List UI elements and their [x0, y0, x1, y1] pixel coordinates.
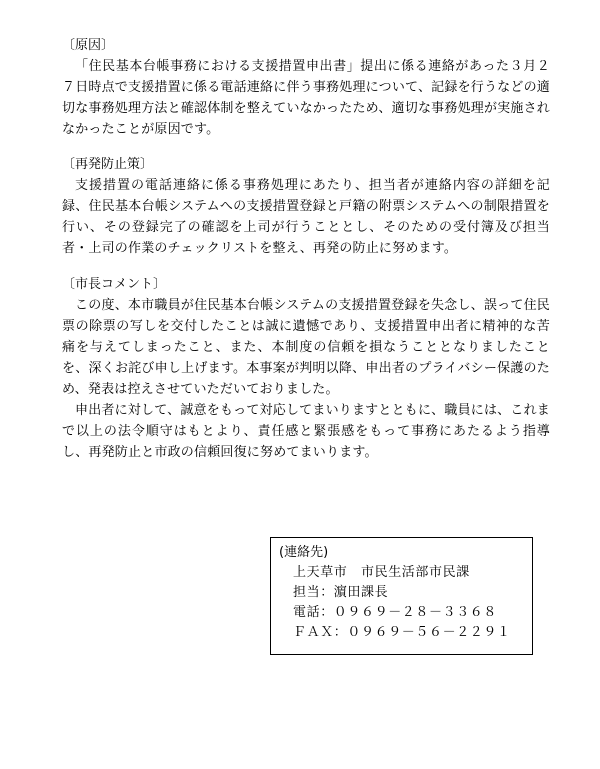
contact-title: (連絡先) — [279, 545, 329, 560]
mayor-comment-paragraph-2: 申出者に対して、誠意をもって対応してまいりますとともに、職員には、これまで以上の法令順守はもとより、責任感と緊張感をもって事務にあたるよう指導し、再発防止と市政の信頼回復に努めてまいります。 — [62, 403, 550, 460]
mayor-comment-paragraph-1: この度、本市職員が住民基本台帳システムの支援措置登録を失念し、誤って住民票の除票の写しを交付したことは誠に遺憾であり、支援措置申出者に精神的な苦痛を与えてしまったこと、また、本制度の信頼を損なうこととなりましたことを、深くお詫び申し上げます。本事案が判明以降、申出者のプライバシー保護のため、発表は控えさせていただいておりました。 — [62, 298, 550, 397]
cause-paragraph: 「住民基本台帳事務における支援措置申出書」提出に係る連絡があった３月２７日時点で支援措置に係る電話連絡に伴う事務処理について、記録を行うなどの適切な事務処理方法と確認体制を整えていなかったため、適切な事務処理が実施されなかったことが原因です。 — [62, 59, 550, 137]
section-cause — [62, 36, 550, 140]
section-heading-cause: 〔原因〕 — [62, 38, 115, 53]
contact-phone: 電話：０９６９－２８－３３６８ — [293, 605, 498, 620]
section-heading-prevention: 〔再発防止策〕 — [62, 157, 154, 172]
contact-department: 上天草市 市民生活部市民課 — [293, 565, 470, 580]
contact-person: 担当：濵田課長 — [293, 585, 389, 600]
section-heading-mayor-comment: 〔市長コメント〕 — [62, 277, 167, 292]
section-prevention — [62, 155, 550, 259]
contact-fax: ＦＡＸ：０９６９－５６－２２９１ — [293, 625, 511, 640]
section-mayor-comment — [62, 275, 550, 463]
prevention-paragraph: 支援措置の電話連絡に係る事務処理にあたり、担当者が連絡内容の詳細を記録、住民基本台帳システムへの支援措置登録と戸籍の附票システムへの制限措置を行い、その登録完了の確認を上司が行うこととし、そのための受付簿及び担当者・上司の作業のチェックリストを整え、再発の防止に努めます。 — [62, 178, 550, 256]
contact-box — [270, 537, 533, 655]
